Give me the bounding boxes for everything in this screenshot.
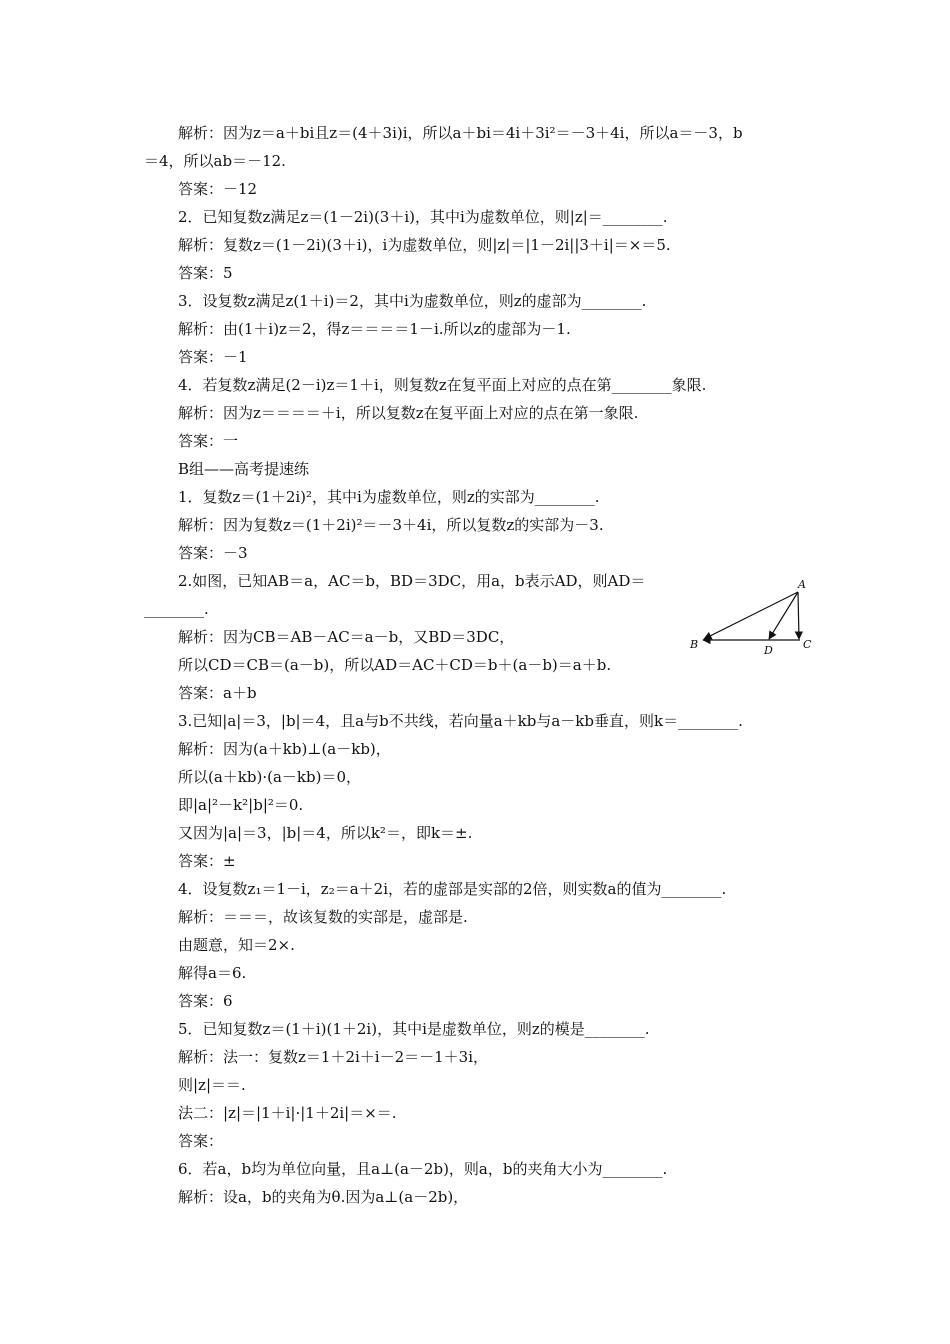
text-line: 解析：法一：复数z＝1＋2i＋i－2＝－1＋3i， — [178, 1048, 489, 1066]
text-line: 法二：|z|＝|1＋i|·|1＋2i|＝×＝. — [178, 1104, 397, 1122]
text-line: 答案：－3 — [178, 544, 248, 562]
text-line: 解析：因为复数z＝(1＋2i)²＝－3＋4i，所以复数z的实部为－3. — [178, 516, 604, 534]
label-d: D — [764, 644, 773, 657]
text-line: 2.如图，已知AB＝a，AC＝b，BD＝3DC，用a，b表示AD，则AD＝ — [178, 572, 646, 590]
text-line: 解析：由(1＋i)z＝2，得z＝＝＝＝1－i.所以z的虚部为－1. — [178, 320, 571, 338]
text-line: 又因为|a|＝3，|b|＝4，所以k²＝，即k＝±. — [178, 824, 473, 842]
label-c: C — [803, 638, 812, 651]
text-line: 答案：a＋b — [178, 684, 257, 702]
text-line: 6．若a，b均为单位向量，且a⊥(a－2b)，则a，b的夹角大小为________. — [178, 1160, 668, 1178]
section-heading: B组——高考提速练 — [178, 460, 310, 478]
text-line: 答案：± — [178, 852, 236, 870]
text-line: 解得a＝6. — [178, 964, 247, 982]
text-line: 解析：因为CB＝AB－AC＝a－b，又BD＝3DC， — [178, 628, 515, 646]
text-line: 解析：因为z＝＝＝＝＋i，所以复数z在复平面上对应的点在第一象限. — [178, 404, 639, 422]
text-line: ________. — [144, 600, 209, 618]
text-line: 所以(a＋kb)·(a－kb)＝0， — [178, 768, 361, 786]
text-line: 答案：6 — [178, 992, 233, 1010]
text-line: 解析：因为(a＋kb)⊥(a－kb)， — [178, 740, 391, 758]
text-line: 解析：因为z＝a＋bi且z＝(4＋3i)i，所以a＋bi＝4i＋3i²＝－3＋4i，所以a＝－3，b — [178, 124, 743, 142]
triangle-diagram — [686, 578, 816, 658]
text-line: 则|z|＝＝. — [178, 1076, 246, 1094]
text-line: 即|a|²－k²|b|²＝0. — [178, 796, 304, 814]
text-line: 答案：－12 — [178, 180, 258, 198]
text-line: 解析：＝＝＝，故该复数的实部是，虚部是. — [178, 908, 468, 926]
segment-ac — [798, 592, 799, 639]
text-line: ＝4，所以ab＝－12. — [144, 152, 286, 170]
text-line: 答案：一 — [178, 432, 239, 450]
text-line: 解析：复数z＝(1－2i)(3＋i)，i为虚数单位，则|z|＝|1－2i||3＋i|＝×＝5. — [178, 236, 671, 254]
text-line: 4．若复数z满足(2－i)z＝1＋i，则复数z在复平面上对应的点在第________象限. — [178, 376, 707, 394]
text-line: 由题意，知＝2×. — [178, 936, 295, 954]
text-line: 4．设复数z₁＝1－i，z₂＝a＋2i，若的虚部是实部的2倍，则实数a的值为________. — [178, 880, 727, 898]
text-line: 2．已知复数z满足z＝(1－2i)(3＋i)，其中i为虚数单位，则|z|＝________. — [178, 208, 668, 226]
text-line: 3.已知|a|＝3，|b|＝4，且a与b不共线，若向量a＋kb与a－kb垂直，则k＝________. — [178, 712, 743, 730]
label-a: A — [798, 578, 806, 591]
label-b: B — [690, 638, 699, 651]
text-line: 3．设复数z满足z(1＋i)＝2，其中i为虚数单位，则z的虚部为________. — [178, 292, 647, 310]
text-line: 答案：－1 — [178, 348, 248, 366]
text-line: 5．已知复数z＝(1＋i)(1＋2i)，其中i是虚数单位，则z的模是________. — [178, 1020, 650, 1038]
text-line: 1．复数z＝(1＋2i)²，其中i为虚数单位，则z的实部为________. — [178, 488, 600, 506]
text-line: 答案： — [178, 1132, 224, 1150]
text-line: 解析：设a，b的夹角为θ.因为a⊥(a－2b)， — [178, 1188, 469, 1206]
text-line: 答案：5 — [178, 264, 233, 282]
triangle-figure — [686, 578, 816, 658]
text-line: 所以CD＝CB＝(a－b)，所以AD＝AC＋CD＝b＋(a－b)＝a＋b. — [178, 656, 612, 674]
